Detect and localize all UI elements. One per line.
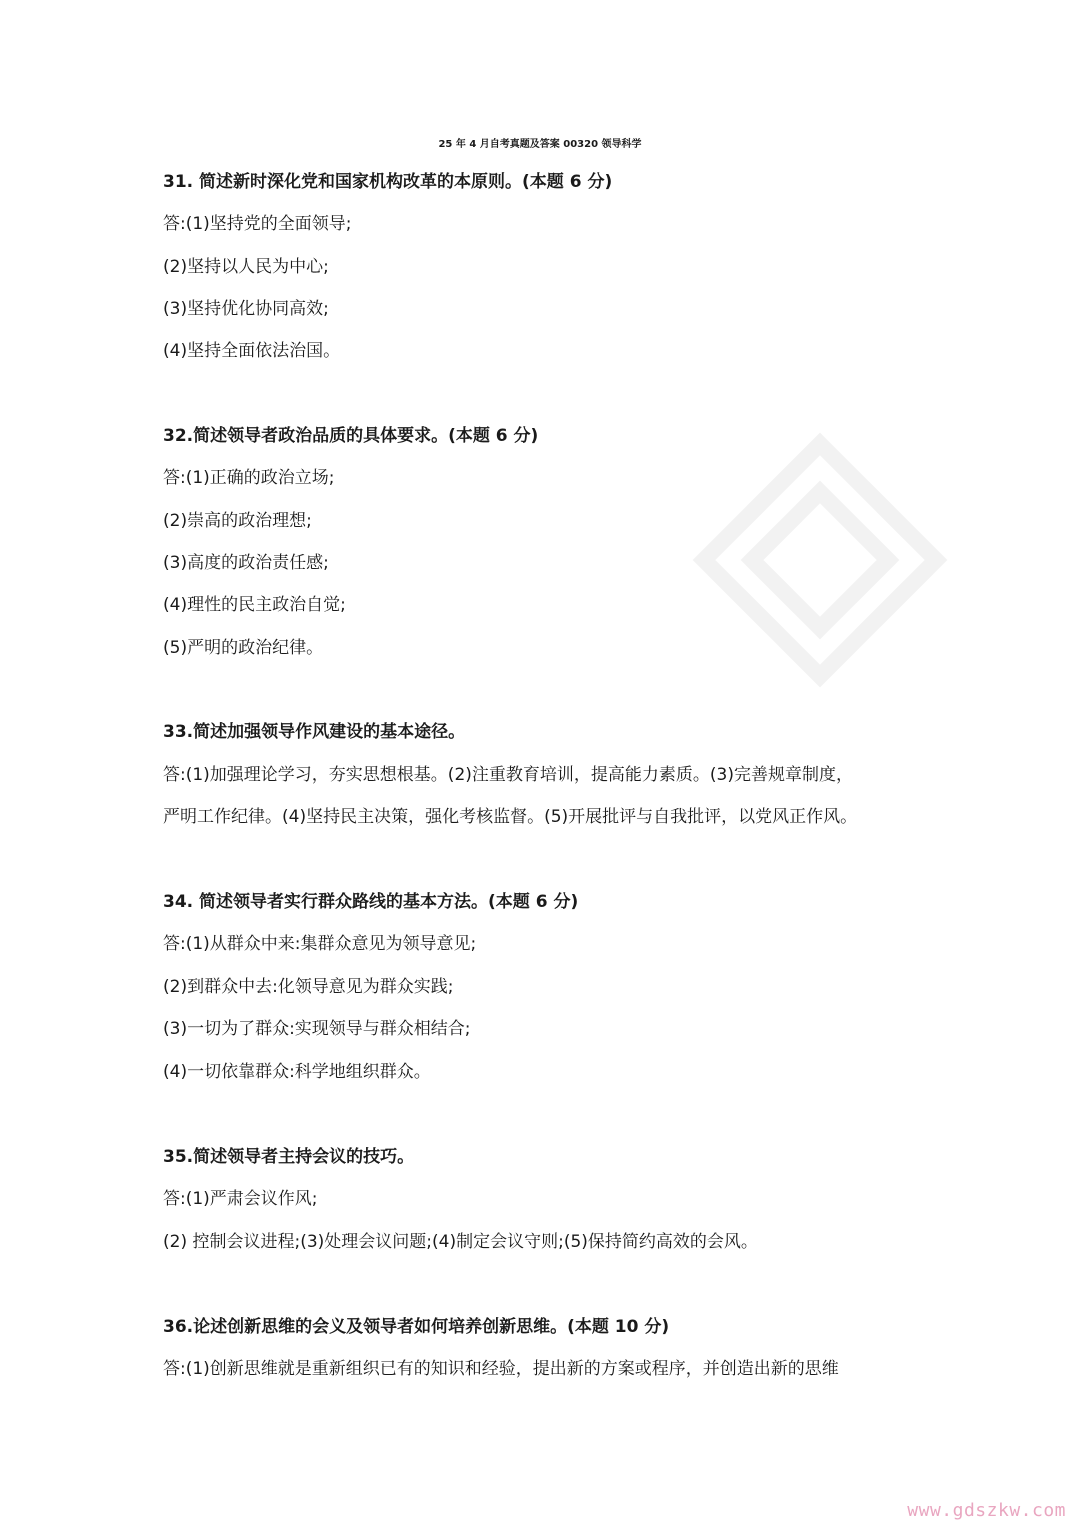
answer-line: 答:(1)严肃会议作风;	[163, 1189, 318, 1209]
answer-line: (2)崇高的政治理想;	[163, 511, 312, 531]
answer-line: 答:(1)从群众中来:集群众意见为领导意见;	[163, 934, 477, 954]
question-34: 34. 简述领导者实行群众路线的基本方法。(本题 6 分)	[163, 892, 579, 912]
answer-line: (4)坚持全面依法治国。	[163, 341, 341, 361]
answer-line: 答:(1)创新思维就是重新组织已有的知识和经验，提出新的方案或程序，并创造出新的思维	[163, 1359, 839, 1379]
question-32: 32.简述领导者政治品质的具体要求。(本题 6 分)	[163, 426, 539, 446]
answer-line: (4)理性的民主政治自觉;	[163, 595, 346, 615]
answer-line: (4)一切依靠群众:科学地组织群众。	[163, 1062, 431, 1082]
answer-line: 答:(1)坚持党的全面领导;	[163, 214, 352, 234]
question-33: 33.简述加强领导作风建设的基本途径。	[163, 722, 466, 742]
answer-line: (3)坚持优化协同高效;	[163, 299, 329, 319]
page-title: 25 年 4 月自考真题及答案 00320 领导科学	[438, 139, 642, 150]
answer-line: 答:(1)加强理论学习，夯实思想根基。(2)注重教育培训，提高能力素质。(3)完善规章制度，	[163, 765, 853, 785]
question-35: 35.简述领导者主持会议的技巧。	[163, 1147, 415, 1167]
watermark-diamond	[690, 430, 950, 690]
answer-line: (5)严明的政治纪律。	[163, 638, 324, 658]
site-url-watermark: www.gdszkw.com	[907, 1500, 1066, 1521]
answer-line: (2) 控制会议进程;(3)处理会议问题;(4)制定会议守则;(5)保持简约高效的会风。	[163, 1232, 758, 1252]
answer-line: 严明工作纪律。(4)坚持民主决策，强化考核监督。(5)开展批评与自我批评，以党风正作风。	[163, 807, 858, 827]
answer-line: (3)高度的政治责任感;	[163, 553, 329, 573]
answer-line: (3)一切为了群众:实现领导与群众相结合;	[163, 1019, 471, 1039]
answer-line: (2)到群众中去:化领导意见为群众实践;	[163, 977, 454, 997]
question-31: 31. 简述新时深化党和国家机构改革的本原则。(本题 6 分)	[163, 172, 613, 192]
question-36: 36.论述创新思维的会义及领导者如何培养创新思维。(本题 10 分)	[163, 1317, 670, 1337]
answer-line: (2)坚持以人民为中心;	[163, 257, 329, 277]
answer-line: 答:(1)正确的政治立场;	[163, 468, 335, 488]
